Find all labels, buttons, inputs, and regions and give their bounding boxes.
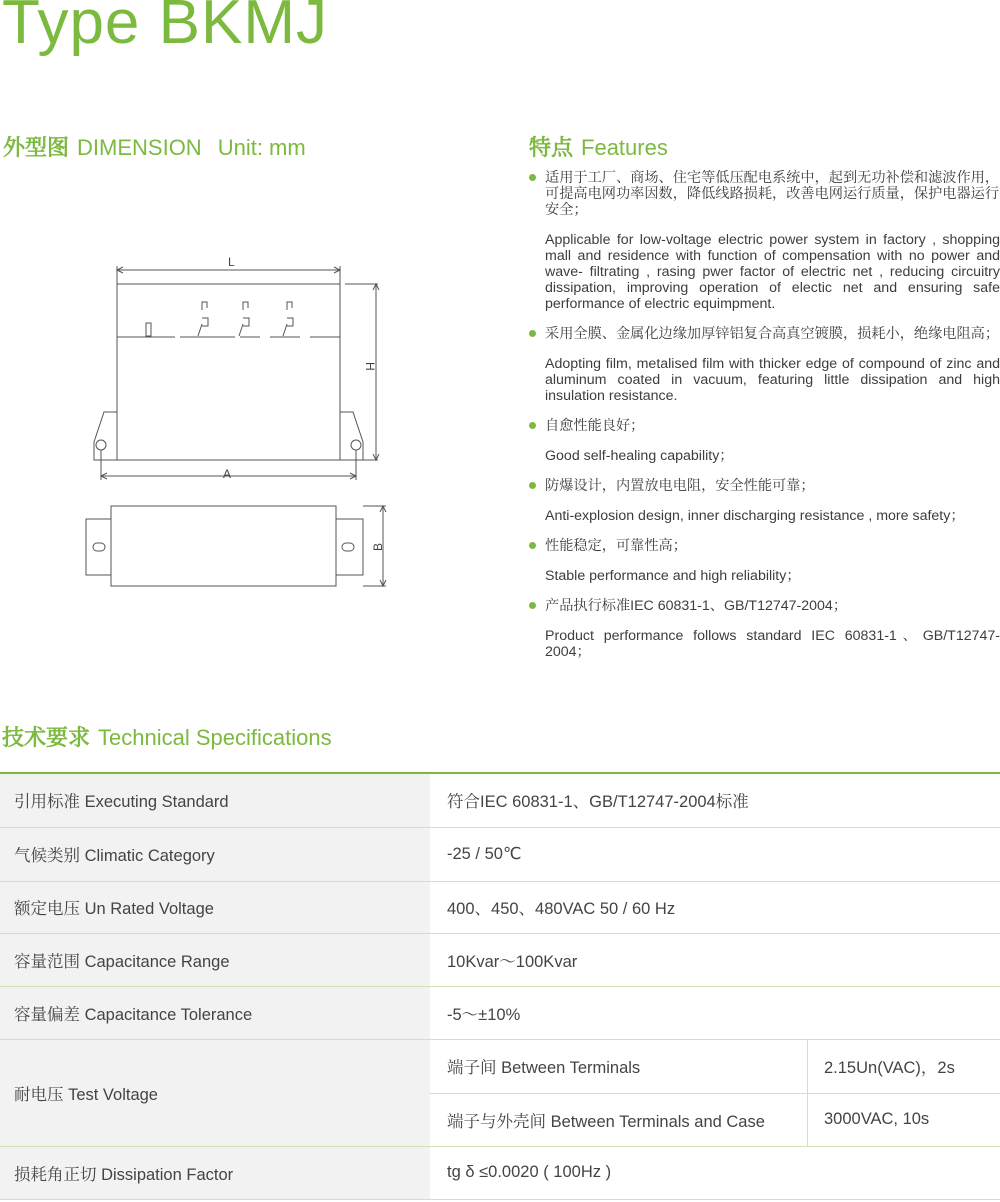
specs-table <box>0 774 1000 1200</box>
dimension-heading-cn: 外型图 <box>3 135 70 160</box>
feature-item <box>528 538 1000 584</box>
label-b: B <box>371 542 385 551</box>
foot-left <box>94 412 117 460</box>
bullet-icon <box>529 482 536 489</box>
label-a: A <box>223 467 232 481</box>
bullet-icon <box>529 174 536 181</box>
feature-en: Applicable for low-voltage electric power system in factory , shopping mall and residence with function of compensation with no power and wave- filtrating , rasing pwer factor of electric net , reducing circuitry dissipation, improving operation of electic net and ensuring safe performance of electric equimpment. <box>545 232 1000 312</box>
features-heading <box>529 131 668 162</box>
specs-heading <box>2 721 332 752</box>
feature-item <box>528 418 1000 464</box>
spec-label: 耐电压 Test Voltage <box>0 1039 430 1146</box>
dimension-drawing <box>80 240 400 600</box>
mount-hole-right <box>351 440 361 450</box>
table-row <box>0 986 1000 1039</box>
table-row <box>0 827 1000 881</box>
features-list <box>528 170 1000 674</box>
features-heading-cn: 特点 <box>529 135 574 160</box>
feature-item <box>528 326 1000 404</box>
page-title: Type BKMJ <box>2 0 328 57</box>
side-slot-right <box>342 543 354 551</box>
bullet-icon <box>529 542 536 549</box>
spec-value: 10Kvar～100Kvar <box>430 933 1000 986</box>
spec-value: -5～±10% <box>430 986 1000 1039</box>
spec-label: 容量范围 Capacitance Range <box>0 933 430 986</box>
bullet-icon <box>529 602 536 609</box>
spec-label: 额定电压 Un Rated Voltage <box>0 881 430 933</box>
feature-item <box>528 478 1000 524</box>
capacitor-side-view <box>111 506 336 586</box>
table-row <box>0 1039 1000 1093</box>
spec-value: 400、450、480VAC 50 / 60 Hz <box>430 881 1000 933</box>
feature-cn: 防爆设计，内置放电电阻，安全性能可靠； <box>545 478 815 494</box>
terminal-1 <box>198 302 208 336</box>
foot-right <box>340 412 363 460</box>
spec-label: 损耗角正切 Dissipation Factor <box>0 1146 430 1199</box>
terminal-2 <box>239 302 249 336</box>
side-foot-left <box>86 519 111 575</box>
feature-en: Product performance follows standard IEC 60831-1、GB/T12747-2004； <box>545 628 1000 660</box>
feature-cn: 采用全膜、金属化边缘加厚锌铝复合高真空镀膜，损耗小，绝缘电阻高； <box>545 326 1000 342</box>
table-row <box>0 881 1000 933</box>
spec-label: 气候类别 Climatic Category <box>0 827 430 881</box>
bullet-icon <box>529 330 536 337</box>
spec-value: 符合IEC 60831-1、GB/T12747-2004标准 <box>430 774 1000 827</box>
bullet-icon <box>529 422 536 429</box>
specs-heading-cn: 技术要求 <box>2 725 91 750</box>
dimension-heading <box>3 131 306 162</box>
feature-item <box>528 598 1000 660</box>
table-row <box>0 774 1000 827</box>
feature-en: Good self-healing capability； <box>545 448 734 464</box>
feature-cn: 性能稳定，可靠性高； <box>545 538 687 554</box>
mount-hole-left <box>96 440 106 450</box>
capacitor-body <box>117 284 340 460</box>
table-row <box>0 1146 1000 1199</box>
specs-heading-en: Technical Specifications <box>98 725 332 750</box>
spec-subvalue: 3000VAC, 10s <box>808 1093 1000 1146</box>
side-slot-left <box>93 543 105 551</box>
label-l: L <box>228 255 235 269</box>
table-row <box>0 933 1000 986</box>
label-h: H <box>363 362 377 371</box>
spec-subname: 端子间 Between Terminals <box>430 1039 808 1093</box>
feature-en: Anti-explosion design, inner discharging resistance , more safety； <box>545 508 965 524</box>
feature-cn: 产品执行标准IEC 60831-1、GB/T12747-2004； <box>545 598 848 614</box>
dimension-unit: Unit: mm <box>217 135 306 160</box>
spec-label: 容量偏差 Capacitance Tolerance <box>0 986 430 1039</box>
spec-subvalue: 2.15Un(VAC)，2s <box>808 1039 1000 1093</box>
terminal-3 <box>283 302 293 336</box>
spec-subname: 端子与外壳间 Between Terminals and Case <box>430 1093 808 1146</box>
spec-value: -25 / 50℃ <box>430 827 1000 881</box>
feature-en: Stable performance and high reliability； <box>545 568 801 584</box>
feature-item <box>528 170 1000 312</box>
feature-cn: 自愈性能良好； <box>545 418 645 434</box>
dimension-heading-en: DIMENSION <box>77 135 202 160</box>
side-foot-right <box>336 519 363 575</box>
spec-label: 引用标准 Executing Standard <box>0 774 430 827</box>
feature-en: Adopting film, metalised film with thicker edge of compound of zinc and aluminum coated in vacuum, featuring little dissipation and high insulation resistance. <box>545 356 1000 404</box>
feature-cn: 适用于工厂、商场、住宅等低压配电系统中，起到无功补偿和滤波作用，可提高电网功率因数，降低线路损耗，改善电网运行质量，保护电器运行安全； <box>545 170 1000 218</box>
terminal-pin <box>146 323 151 336</box>
features-heading-en: Features <box>581 135 668 160</box>
spec-value: tg δ ≤0.0020 ( 100Hz ) <box>430 1146 1000 1199</box>
